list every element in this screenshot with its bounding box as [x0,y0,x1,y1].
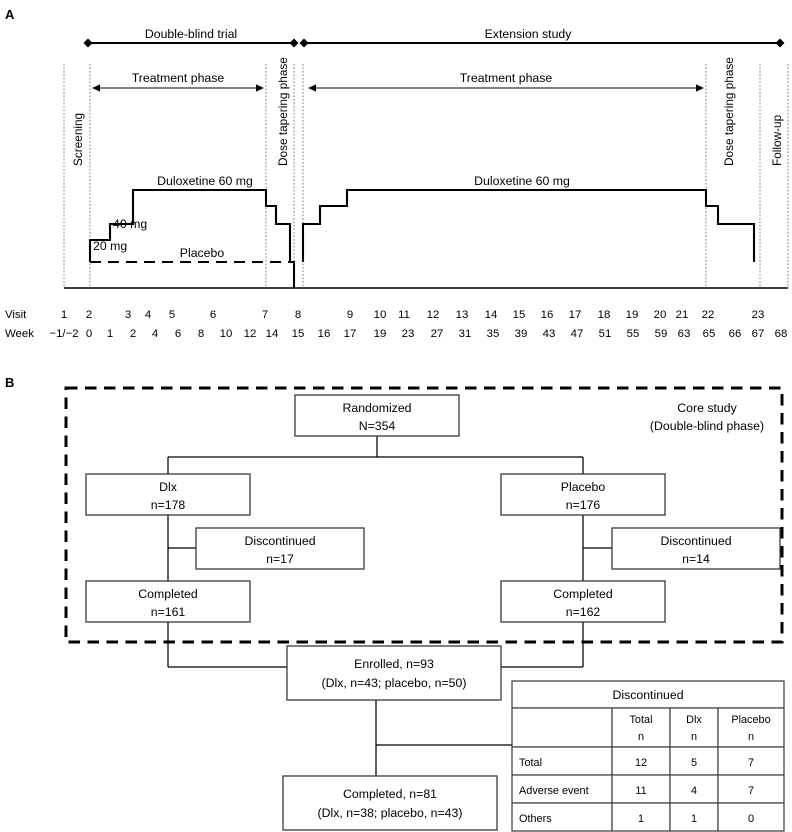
discontinued-table [512,681,784,831]
visit-tick: 10 [373,309,387,321]
week-tick: 35 [486,328,500,340]
visit-tick: 1 [60,309,68,321]
table-cell-total: 12 [634,757,648,769]
box-enrolled-line1: Enrolled, n=93 [354,657,434,671]
week-tick: −1/−2 [49,328,79,340]
visit-tick: 9 [346,309,354,321]
box-dlx-disc-line2: n=17 [266,552,294,566]
box-ext-comp-line1: Completed, n=81 [343,787,437,801]
table-cell-dlx: 1 [690,813,698,825]
week-tick: 65 [702,328,716,340]
visit-tick: 14 [484,309,498,321]
box-dlx-line1: Dlx [159,480,177,494]
table-row-label: Total [519,757,543,769]
label-follow-up: Follow-up [770,114,784,166]
week-tick: 8 [197,328,205,340]
dose-curve-extension [303,190,754,262]
week-tick: 16 [317,328,331,340]
box-pbo-comp-line2: n=162 [565,605,601,619]
box-dlx-disc-line1: Discontinued [244,534,316,548]
visit-tick: 4 [144,309,152,321]
visit-tick: 20 [653,309,667,321]
axis-week-numbers [49,328,787,340]
box-ext-comp-line2: (Dlx, n=38; placebo, n=43) [317,806,463,820]
box-placebo-line2: n=176 [565,498,601,512]
week-tick: 0 [85,328,93,340]
week-tick: 39 [514,328,528,340]
box-placebo-line1: Placebo [560,480,606,494]
week-tick: 4 [151,328,159,340]
visit-tick: 2 [85,309,93,321]
box-dlx-line2: n=178 [150,498,186,512]
visit-tick: 12 [426,309,440,321]
visit-tick: 5 [168,309,176,321]
box-pbo-disc-line2: n=14 [682,552,710,566]
visit-tick: 8 [294,309,302,321]
box-placebo-completed [501,581,665,622]
visit-tick: 13 [455,309,469,321]
arrow-treatment-phase-double-blind [92,84,264,91]
week-tick: 1 [106,328,114,340]
box-completed-extension [283,776,497,830]
week-tick: 59 [654,328,668,340]
visit-tick: 18 [597,309,611,321]
core-study-label-line1: Core study [677,401,737,415]
box-pbo-disc-line1: Discontinued [660,534,732,548]
table-cell-total: 11 [635,785,647,797]
week-tick: 12 [243,328,257,340]
box-placebo-arm [501,474,665,515]
week-tick: 6 [174,328,182,340]
table-title: Discontinued [612,688,684,702]
week-tick: 17 [343,328,357,340]
week-tick: 14 [265,328,279,340]
box-dlx-arm [86,474,250,515]
label-20mg: 20 mg [93,239,128,253]
visit-tick: 7 [261,309,269,321]
visit-tick: 11 [398,309,410,321]
box-randomized [295,395,459,436]
timeline-label-extension-study: Extension study [484,27,572,41]
box-randomized-line1: Randomized [342,401,412,415]
axis-row-label-visit: Visit [5,309,27,321]
week-tick: 47 [570,328,584,340]
week-tick: 63 [677,328,691,340]
table-col-header: Dlx [686,714,702,726]
visit-tick: 23 [751,309,765,321]
week-tick: 27 [430,328,444,340]
axis-row-label-week: Week [5,328,34,340]
box-dlx-comp-line2: n=161 [150,605,186,619]
table-col-header: Placebo [731,714,771,726]
week-tick: 55 [626,328,640,340]
table-cell-total: 1 [637,813,645,825]
box-dlx-discontinued [196,528,364,569]
table-col-header: Total [629,714,653,726]
label-treatment-phase-2: Treatment phase [459,71,553,85]
table-row-label: Others [519,813,552,825]
visit-tick: 17 [568,309,582,321]
table-cell-dlx: 5 [690,757,698,769]
box-enrolled-line2: (Dlx, n=43; placebo, n=50) [321,676,467,690]
table-cell-placebo: 0 [747,813,755,825]
label-treatment-phase-1: Treatment phase [131,71,225,85]
week-tick: 31 [458,328,472,340]
table-row-label: Adverse event [519,785,589,797]
week-tick: 23 [401,328,415,340]
box-randomized-line2: N=354 [358,419,396,433]
axis-visit-numbers [61,309,765,321]
visit-tick: 6 [209,309,217,321]
week-tick: 2 [129,328,137,340]
week-tick: 51 [598,328,612,340]
label-duloxetine-60-2: Duloxetine 60 mg [474,174,570,188]
box-placebo-discontinued [612,528,780,569]
table-cell-dlx: 4 [690,785,698,797]
panel-letter-a: A [5,7,15,22]
label-screening: Screening [71,112,85,166]
week-tick: 66 [728,328,742,340]
week-tick: 67 [751,328,765,340]
visit-tick: 21 [675,309,689,321]
label-40mg: 40 mg [113,217,148,231]
timeline-label-double-blind: Double-blind trial [144,27,238,41]
week-tick: 43 [542,328,556,340]
core-study-label-line2: (Double-blind phase) [649,419,765,433]
visit-tick: 22 [701,309,715,321]
arrow-treatment-phase-extension [308,84,704,91]
label-placebo: Placebo [179,246,225,260]
box-pbo-comp-line1: Completed [553,587,613,601]
box-enrolled [287,646,501,700]
table-col-header-sub: n [637,731,645,743]
visit-tick: 19 [625,309,639,321]
table-col-header-sub: n [747,731,755,743]
visit-tick: 16 [540,309,554,321]
box-dlx-completed [86,581,250,622]
label-dose-tapering-1: Dose tapering phase [276,57,290,166]
table-col-header-sub: n [690,731,698,743]
panel-letter-b: B [5,375,15,390]
box-dlx-comp-line1: Completed [138,587,198,601]
table-cell-placebo: 7 [747,757,755,769]
visit-tick: 3 [124,309,132,321]
visit-tick: 15 [512,309,526,321]
week-tick: 68 [774,328,788,340]
week-tick: 15 [291,328,305,340]
week-tick: 19 [373,328,387,340]
week-tick: 10 [219,328,233,340]
label-duloxetine-60-1: Duloxetine 60 mg [157,174,253,188]
table-cell-placebo: 7 [747,785,755,797]
label-dose-tapering-2: Dose tapering phase [722,57,736,166]
